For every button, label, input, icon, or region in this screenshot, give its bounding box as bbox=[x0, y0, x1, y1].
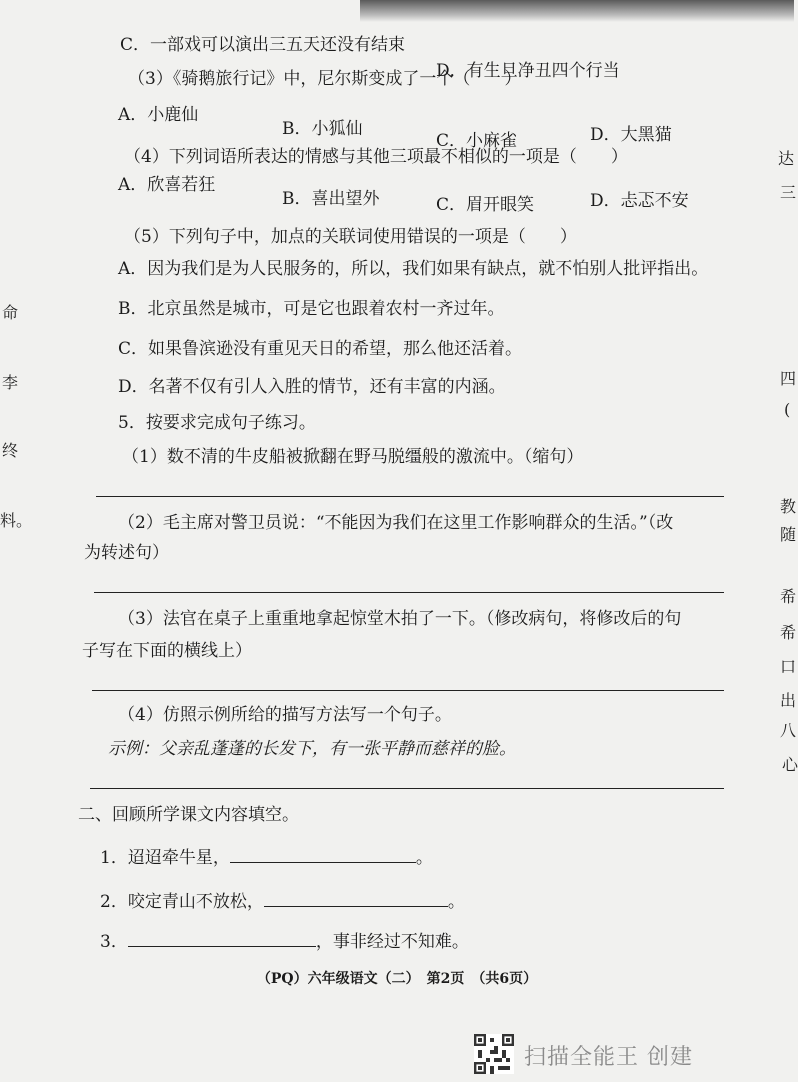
q5-sentence-4-example: 示例：父亲乱蓬蓬的长发下，有一张平静而慈祥的脸。 bbox=[108, 739, 516, 759]
edge-text-right: 希 bbox=[780, 587, 797, 606]
q5-sentence-3-line2: 子写在下面的横线上） bbox=[82, 641, 252, 661]
edge-text-right: ( bbox=[784, 400, 791, 419]
q4-item2-option-d: D．有生旦净丑四个行当 bbox=[436, 61, 620, 81]
q4-item5-option-c: C．如果鲁滨逊没有重见天日的希望，那么他还活着。 bbox=[118, 339, 523, 359]
answer-line-4 bbox=[90, 788, 724, 789]
scan-shadow bbox=[360, 0, 794, 22]
fill-blank-1-input[interactable] bbox=[230, 846, 416, 863]
edge-text-right: 四 bbox=[780, 369, 797, 388]
fill-blank-3-number: 3． bbox=[100, 932, 128, 952]
q4-item4-option-c: C．眉开眼笑 bbox=[436, 195, 535, 215]
fill-blank-1-prompt: 1．迢迢牵牛星， bbox=[100, 848, 230, 868]
fill-blank-2-prompt: 2．咬定青山不放松， bbox=[100, 892, 264, 912]
answer-line-2 bbox=[94, 592, 724, 593]
edge-text-right: 口 bbox=[780, 657, 797, 676]
page-footer: （PQ）六年级语文（二） 第2页 （共6页） bbox=[256, 971, 538, 987]
edge-text-left: 终 bbox=[2, 441, 19, 460]
q5-sentence-1: （1）数不清的牛皮船被掀翻在野马脱缰般的激流中。（缩句） bbox=[122, 447, 584, 467]
edge-text-left: 命 bbox=[2, 303, 19, 322]
fill-blank-3-tail: ，事非经过不知难。 bbox=[315, 932, 469, 952]
q4-item5-option-d: D．名著不仅有引人入胜的情节，还有丰富的内涵。 bbox=[118, 377, 506, 397]
q5-title: 5．按要求完成句子练习。 bbox=[118, 413, 316, 433]
edge-text-right: 希 bbox=[780, 623, 797, 642]
q5-sentence-4: （4）仿照示例所给的描写方法写一个句子。 bbox=[118, 705, 452, 725]
q4-item4-option-b: B．喜出望外 bbox=[282, 189, 380, 209]
q4-item3-option-a: A．小鹿仙 bbox=[118, 105, 199, 125]
fill-blank-2-input[interactable] bbox=[264, 890, 448, 907]
fill-blank-1-end: 。 bbox=[415, 848, 433, 868]
q4-item3-option-d: D．大黑猫 bbox=[590, 125, 672, 145]
fill-blank-3 bbox=[100, 930, 469, 953]
edge-text-right: 出 bbox=[780, 691, 797, 710]
fill-blank-3-input[interactable] bbox=[128, 930, 316, 947]
q4-item4-option-d: D．忐忑不安 bbox=[590, 191, 689, 211]
edge-text-right: 达 bbox=[778, 149, 795, 168]
answer-line-1 bbox=[96, 496, 724, 497]
edge-text-right: 心 bbox=[782, 755, 798, 774]
edge-text-right: 八 bbox=[780, 721, 797, 740]
q4-item3-option-b: B．小狐仙 bbox=[282, 119, 363, 139]
edge-text-left: 料。 bbox=[0, 511, 33, 530]
edge-text-right: 随 bbox=[780, 525, 797, 544]
q4-item5-option-b: B．北京虽然是城市，可是它也跟着农村一齐过年。 bbox=[118, 299, 505, 319]
answer-line-3 bbox=[92, 690, 724, 691]
edge-text-right: 三 bbox=[780, 183, 797, 202]
edge-text-right: 教 bbox=[780, 497, 797, 516]
q4-item5-stem: （5）下列句子中，加点的关联词使用错误的一项是（ ） bbox=[124, 227, 577, 247]
q4-item2-option-c: C．一部戏可以演出三五天还没有结束 bbox=[120, 35, 406, 55]
q4-item5-option-a: A．因为我们是为人民服务的，所以，我们如果有缺点，就不怕别人批评指出。 bbox=[118, 259, 709, 279]
part2-title: 二、回顾所学课文内容填空。 bbox=[78, 805, 299, 825]
q4-item3-option-c: C．小麻雀 bbox=[436, 131, 518, 151]
q5-sentence-2-line2: 为转述句） bbox=[84, 543, 169, 563]
qr-code-icon bbox=[474, 1034, 514, 1074]
scanner-watermark: 扫描全能王 创建 bbox=[524, 1045, 693, 1070]
fill-blank-2-end: 。 bbox=[447, 892, 465, 912]
q4-item4-option-a: A．欣喜若狂 bbox=[118, 175, 216, 195]
fill-blank-2 bbox=[100, 890, 465, 913]
q5-sentence-2-line1: （2）毛主席对警卫员说：“不能因为我们在这里工作影响群众的生活。”（改 bbox=[118, 513, 674, 533]
edge-text-left: 李 bbox=[2, 373, 19, 392]
q4-item3-stem: （3）《骑鹅旅行记》中，尼尔斯变成了一个（ ） bbox=[128, 69, 522, 89]
fill-blank-1 bbox=[100, 846, 433, 869]
q5-sentence-3-line1: （3）法官在桌子上重重地拿起惊堂木拍了一下。（修改病句，将修改后的句 bbox=[118, 609, 682, 629]
q4-item4-stem: （4）下列词语所表达的情感与其他三项最不相似的一项是（ ） bbox=[124, 147, 628, 167]
